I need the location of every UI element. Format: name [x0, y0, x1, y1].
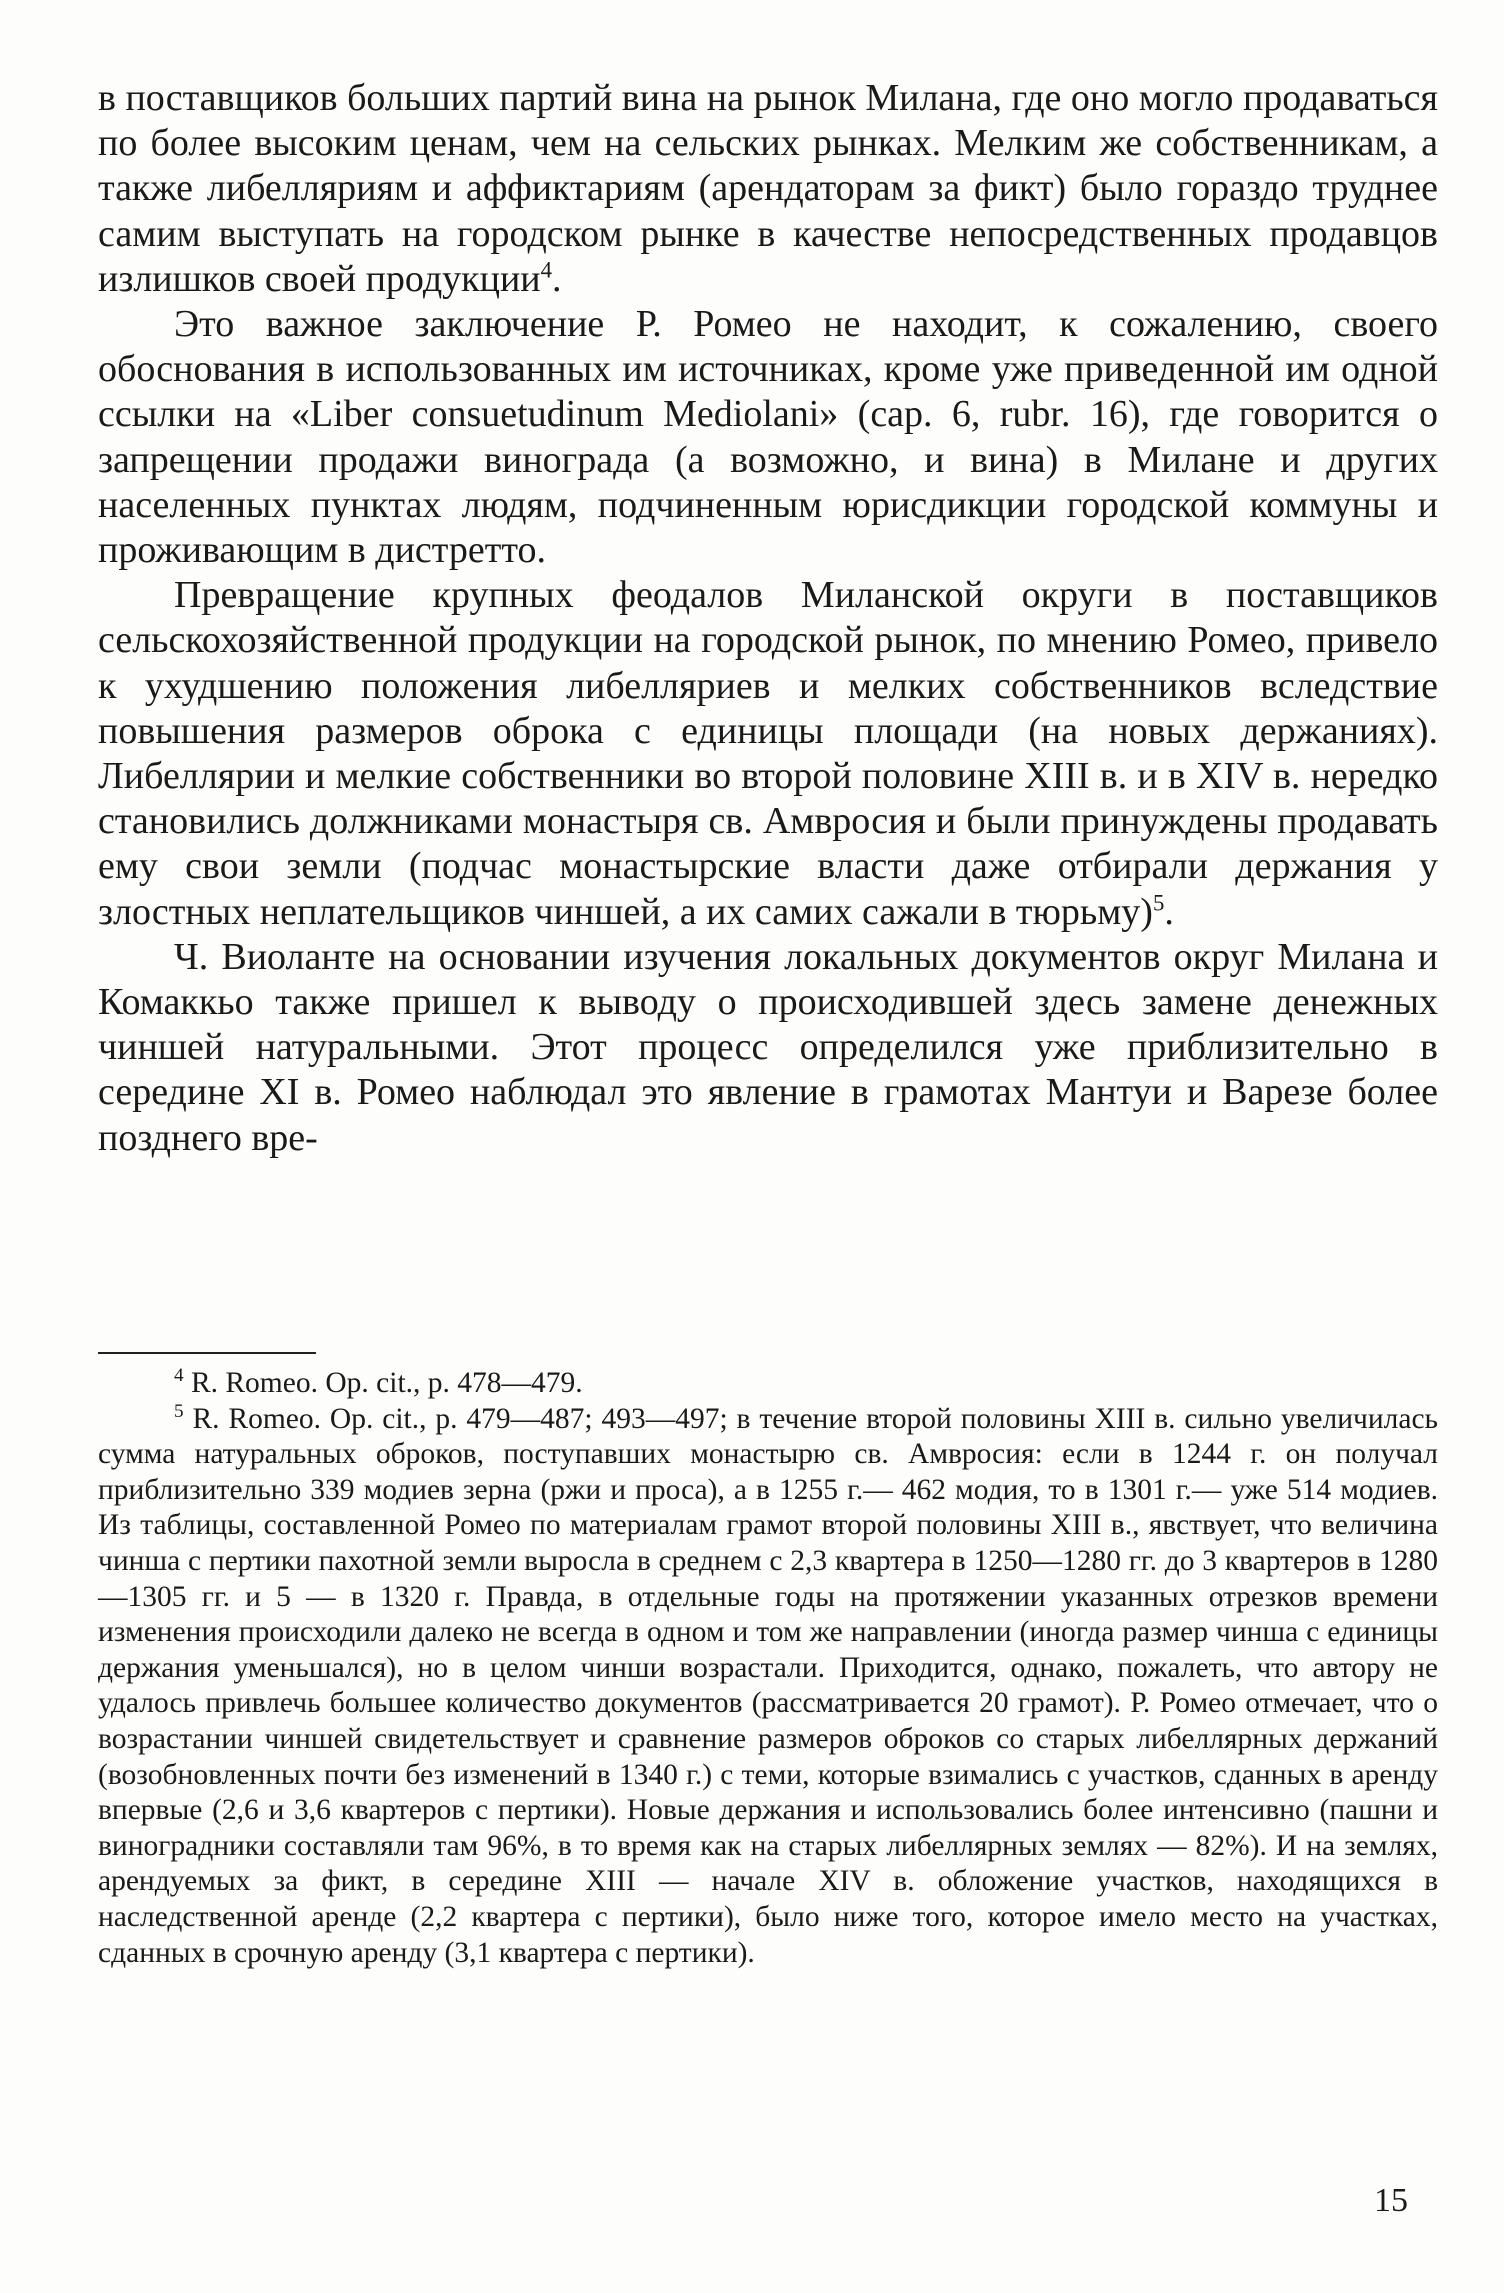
footnote-ref-5: 5: [1152, 890, 1165, 915]
paragraph-text: Превращение крупных феодалов Миланской округи в поставщиков сельскохозяйственной продукции на городской рынок, по мнению Ромео, привело к ухудшению положения либелляриев и мелких собственников вследствие повышения размеров оброка с единицы площади (на новых держаниях). Либеллярии и мелкие собственники во второй половине XIII в. и в XIV в. нередко становились должниками монастыря св. Амвросия и были принуждены продавать ему свои земли (подчас монастырские власти даже отбирали держания у злостных неплательщиков чиншей, а их самих сажали в тюрьму): [98, 574, 1438, 933]
paragraph: [98, 573, 1438, 935]
footnote: [98, 1366, 1438, 1402]
main-text: [98, 76, 1438, 1161]
paragraph-end: .: [1164, 890, 1174, 933]
paragraph-text: Ч. Виоланте на основании изучения локальных документов округ Милана и Комаккьо также пришел к выводу о происходившей здесь замене денежных чиншей натуральными. Этот процесс определился уже приблизительно в середине XI в. Ромео наблюдал это явление в грамотах Мантуи и Варезе более позднего вре-: [98, 935, 1438, 1159]
footnote-marker: 5: [174, 1400, 184, 1422]
paragraph: [98, 302, 1438, 573]
footnote-text: R. Romeo. Op. cit., p. 479—487; 493—497; в течение второй половины XIII в. сильно увеличилась сумма натуральных оброков, поступавших монастырю св. Амвросия: если в 1244 г. он получал приблизительно 339 модиев зерна (ржи и проса), а в 1255 г.— 462 модия, то в 1301 г.— уже 514 модиев. Из таблицы, составленной Ромео по материалам грамот второй половины XIII в., явствует, что величина чинша с пертики пахотной земли выросла в среднем с 2,3 квартера в 1250—1280 гг. до 3 квартеров в 1280—1305 гг. и 5 — в 1320 г. Правда, в отдельные годы на протяжении указанных отрезков времени изменения происходили далеко не всегда в одном и том же направлении (иногда размер чинша с единицы держания уменьшался), но в целом чинши возрастали. Приходится, однако, пожалеть, что автору не удалось привлечь большее количество документов (рассматривается 20 грамот). Р. Ромео отмечает, что о возрастании чиншей свидетельствует и сравнение размеров оброков со старых либеллярных держаний (возобновленных почти без изменений в 1340 г.) с теми, которые взимались с участков, сданных в аренду впервые (2,6 и 3,6 квартеров с пертики). Новые держания и использовались более интенсивно (пашни и виноградники составляли там 96%, в то время как на старых либеллярных землях — 82%). И на землях, арендуемых за фикт, в середине XIII — начале XIV в. обложение участков, находящихся в наследственной аренде (2,2 квартера с пертики), было ниже того, которое имело место на участках, сданных в срочную аренду (3,1 квартера с пертики).: [98, 1402, 1439, 1969]
footnote-text: R. Romeo. Op. cit., p. 478—479.: [190, 1367, 583, 1399]
paragraph: [98, 935, 1438, 1161]
paragraph-text: Это важное заключение Р. Ромео не находит, к сожалению, своего обоснования в использованных им источниках, кроме уже приведенной им одной ссылки на «Liber consuetudinum Mediolani» (cap. 6, rubr. 16), где говорится о запрещении продажи винограда (а возможно, и вина) в Милане и других населенных пунктах людям, подчиненным юрисдикции городской коммуны и проживающим в дистретто.: [98, 303, 1438, 572]
paragraph-text: в поставщиков больших партий вина на рынок Милана, где оно могло продаваться по более высоким ценам, чем на сельских рынках. Мелким же собственникам, а также либелляриям и аффиктариям (арендаторам за фикт) было гораздо труднее самим выступать на городском рынке в качестве непосредственных продавцов излишков своей продукции: [98, 77, 1438, 300]
footnote-ref-4: 4: [540, 257, 553, 283]
footnote-marker: 4: [174, 1365, 184, 1387]
paragraph-continued: [98, 76, 1438, 302]
footnote-divider: [98, 1352, 316, 1354]
footnote: [98, 1402, 1438, 1972]
paragraph-end: .: [552, 257, 562, 300]
page-number: 15: [1374, 2182, 1408, 2219]
footnotes: [98, 1366, 1438, 1971]
